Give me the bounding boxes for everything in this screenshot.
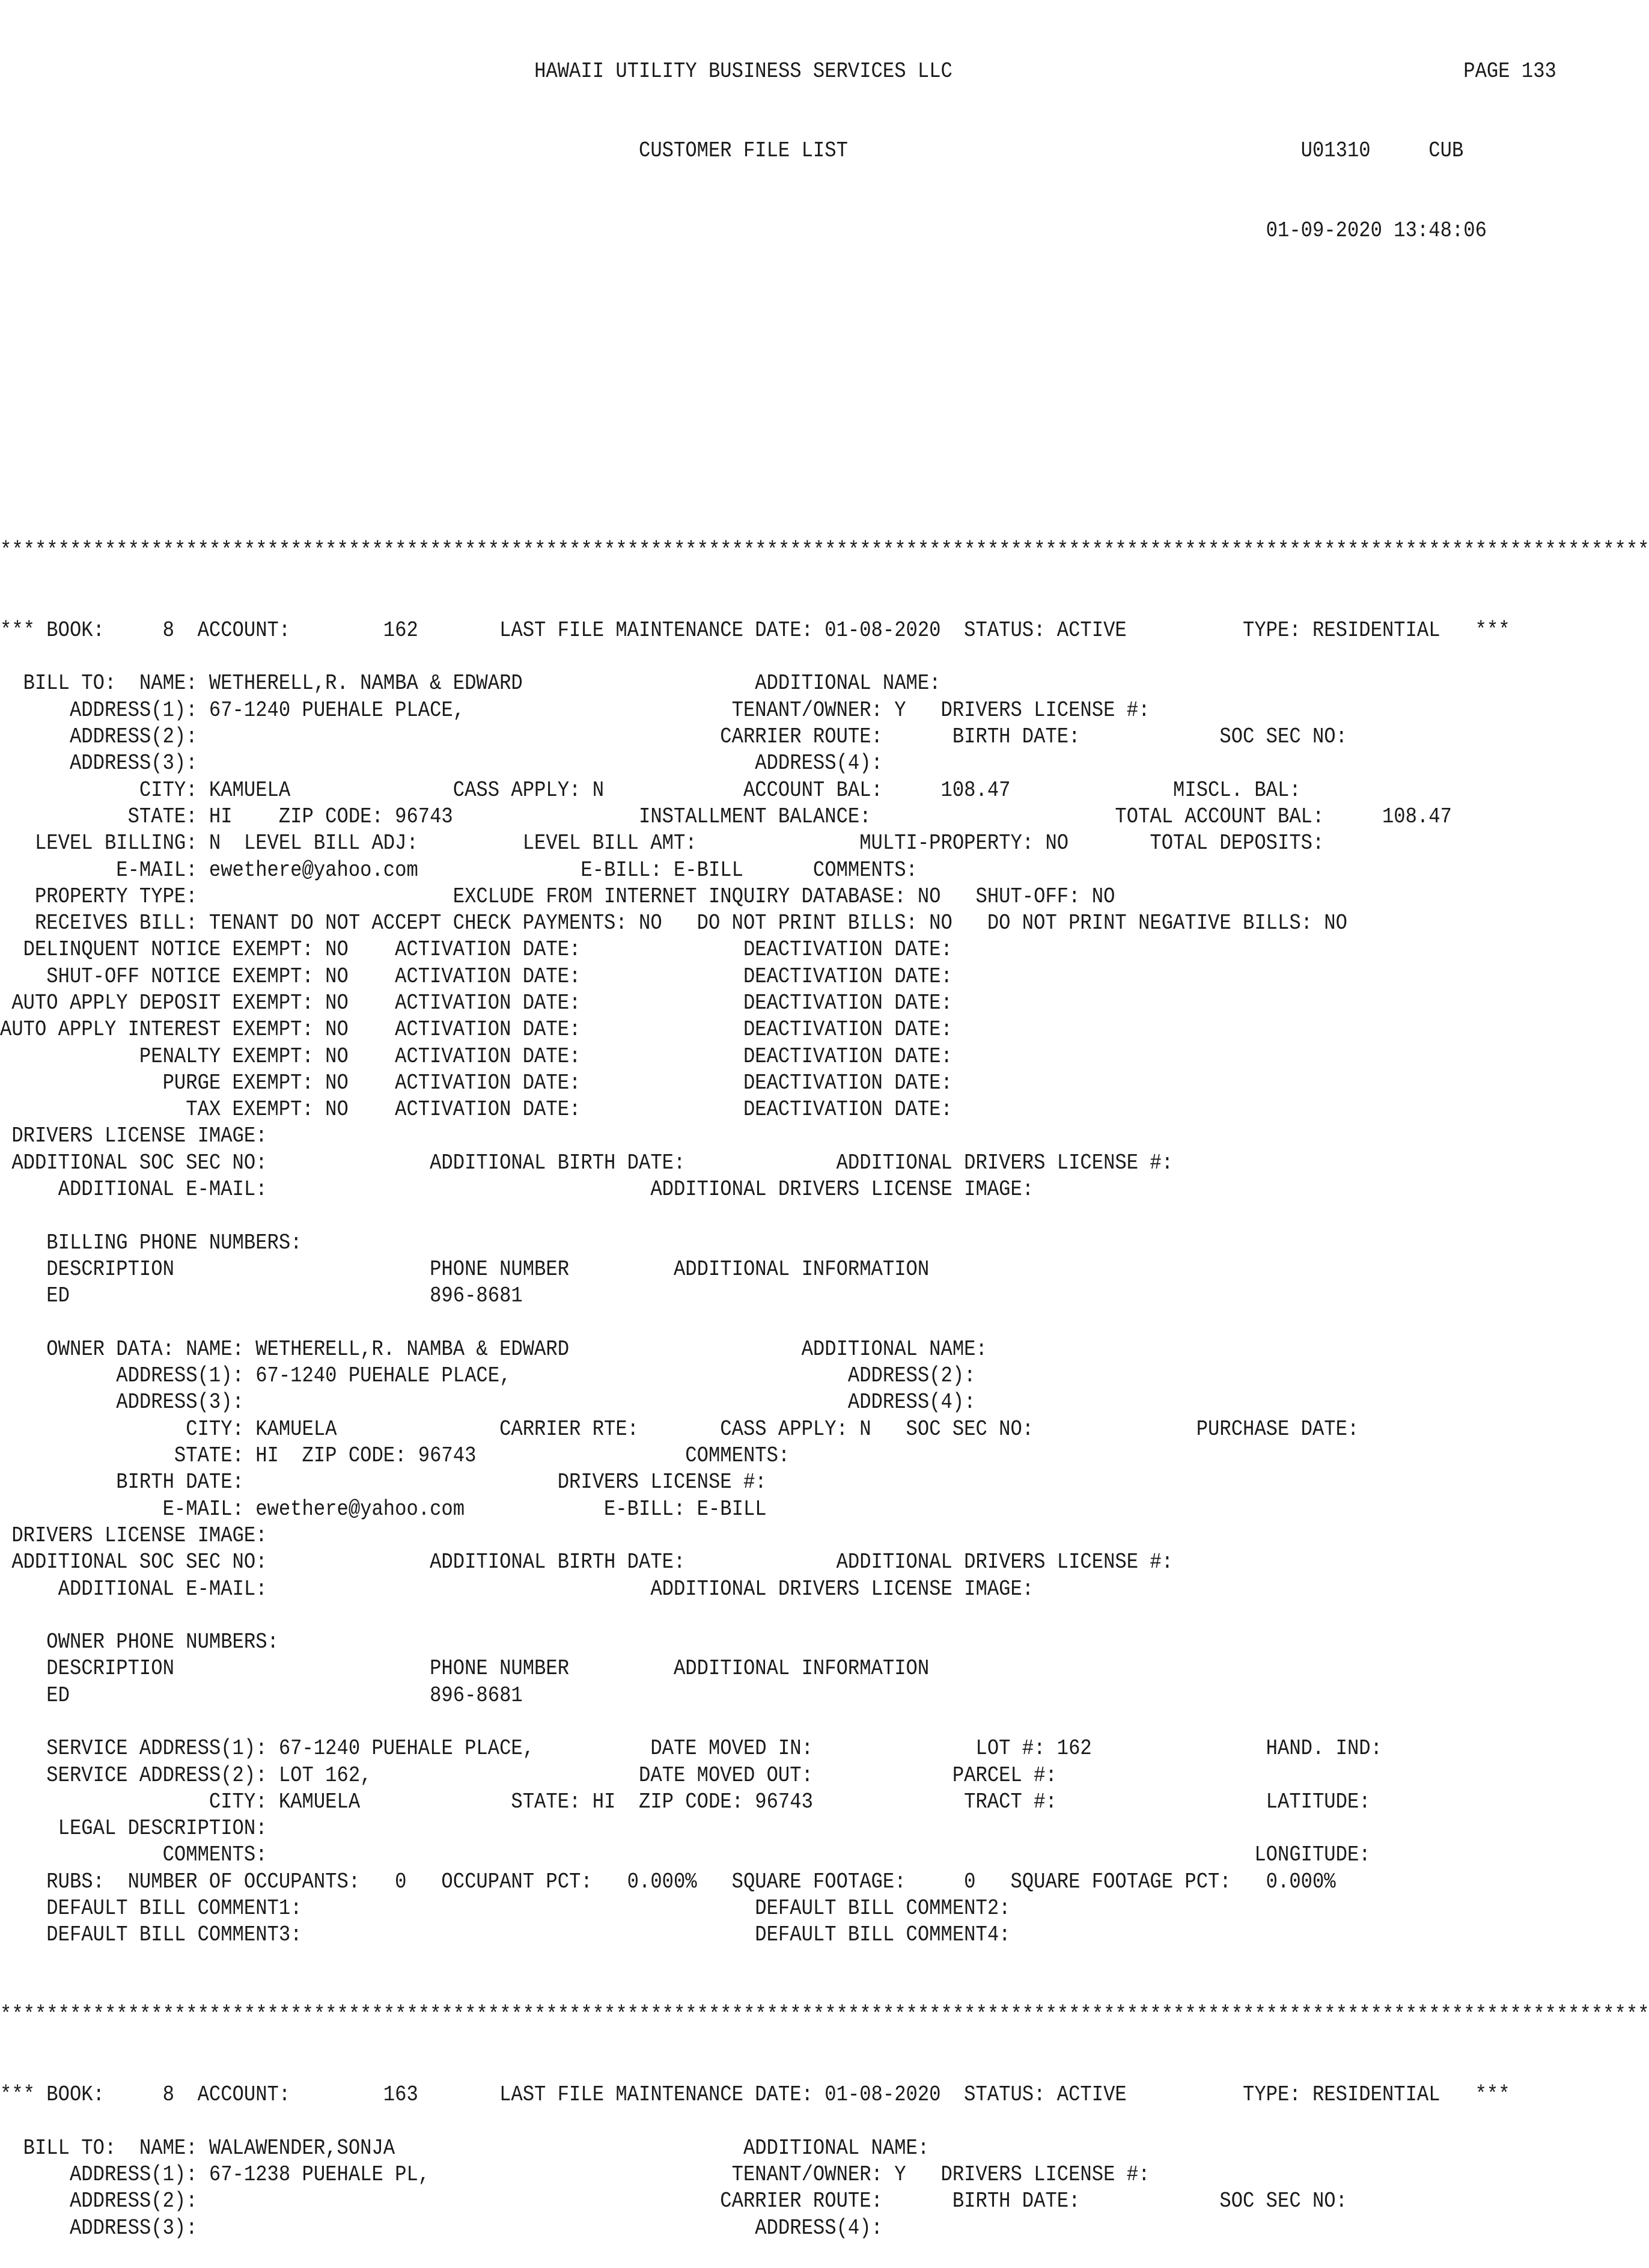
report-line: BIRTH DATE: DRIVERS LICENSE #: (0, 1470, 767, 1495)
report-header-line-3 (0, 218, 1649, 244)
report-header-line-1 (0, 58, 1649, 85)
report-line: CITY: KAMUELA STATE: HI ZIP CODE: 96743 TRACT #: LATITUDE: (0, 1789, 1371, 1814)
report-line: TAX EXEMPT: NO ACTIVATION DATE: DEACTIVATION DATE: (0, 1097, 953, 1122)
report-line: ADDRESS(1): 67-1240 PUEHALE PLACE, TENANT/OWNER: Y DRIVERS LICENSE #: (0, 697, 1150, 723)
report-line: ADDITIONAL E-MAIL: ADDITIONAL DRIVERS LICENSE IMAGE: (0, 1177, 1034, 1202)
report-title: CUSTOMER FILE LIST (639, 138, 848, 164)
app-code: CUB (1428, 138, 1464, 164)
blank-line (0, 1975, 1649, 2002)
blank-line (0, 1203, 1649, 1229)
report-line: ADDRESS(1): 67-1240 PUEHALE PLACE, ADDRESS(2): (0, 1363, 976, 1389)
report-line: DRIVERS LICENSE IMAGE: (0, 1523, 267, 1548)
report-line: SERVICE ADDRESS(1): 67-1240 PUEHALE PLACE, DATE MOVED IN: LOT #: 162 HAND. IND: (0, 1736, 1382, 1761)
report-line: ED 896-8681 (0, 1683, 523, 1708)
blank-line (0, 2108, 1649, 2135)
report-line: DELINQUENT NOTICE EXEMPT: NO ACTIVATION DATE: DEACTIVATION DATE: (0, 937, 953, 962)
report-header-line-2 (0, 138, 1649, 164)
report-line: BILL TO: NAME: WETHERELL,R. NAMBA & EDWARD ADDITIONAL NAME: (0, 671, 941, 696)
report-line: BILL TO: NAME: WALAWENDER,SONJA ADDITIONAL NAME: (0, 2135, 930, 2160)
blank-line (0, 644, 1649, 670)
report-line: RUBS: NUMBER OF OCCUPANTS: 0 OCCUPANT PCT: 0.000% SQUARE FOOTAGE: 0 SQUARE FOOTAGE PCT: 0.000% (0, 1869, 1336, 1894)
report-line: AUTO APPLY INTEREST EXEMPT: NO ACTIVATION DATE: DEACTIVATION DATE: (0, 1017, 953, 1042)
blank-line (0, 377, 1649, 404)
report-line: CITY: KAMUELA CASS APPLY: N ACCOUNT BAL: 108.47 MISCL. BAL: (0, 777, 1301, 802)
record-separator: ********************************************************************************************************************************************** (0, 2002, 1649, 2028)
blank-line (0, 298, 1649, 324)
header-spacer (953, 59, 1463, 84)
report-line: OWNER DATA: NAME: WETHERELL,R. NAMBA & EDWARD ADDITIONAL NAME: (0, 1336, 987, 1362)
blank-line (0, 457, 1649, 484)
report-line: ADDITIONAL SOC SEC NO: ADDITIONAL BIRTH DATE: ADDITIONAL DRIVERS LICENSE #: (0, 1550, 1174, 1575)
page-number: PAGE 133 (1463, 58, 1556, 84)
report-line: ADDITIONAL E-MAIL: ADDITIONAL DRIVERS LICENSE IMAGE: (0, 1576, 1034, 1601)
report-line: PURGE EXEMPT: NO ACTIVATION DATE: DEACTIVATION DATE: (0, 1070, 953, 1095)
blank-line (0, 591, 1649, 617)
report-line: BILLING PHONE NUMBERS: (0, 1230, 302, 1255)
report-line: *** BOOK: 8 ACCOUNT: 162 LAST FILE MAINTENANCE DATE: 01-08-2020 STATUS: ACTIVE TYPE: RESIDENTIAL *** (0, 617, 1510, 643)
report-line: ADDRESS(3): ADDRESS(4): (0, 1390, 976, 1415)
run-datetime: 01-09-2020 13:48:06 (1266, 218, 1487, 243)
report-line: AUTO APPLY DEPOSIT EXEMPT: NO ACTIVATION DATE: DEACTIVATION DATE: (0, 990, 953, 1015)
report-line: ADDRESS(2): CARRIER ROUTE: BIRTH DATE: SOC SEC NO: (0, 2189, 1347, 2214)
report-line: E-MAIL: ewethere@yahoo.com E-BILL: E-BILL (0, 1496, 767, 1521)
report-body (0, 537, 1649, 2242)
report-line: OWNER PHONE NUMBERS: (0, 1630, 279, 1655)
report-line: DEFAULT BILL COMMENT1: DEFAULT BILL COMMENT2: (0, 1896, 1011, 1921)
header-spacer (0, 138, 639, 163)
report-line: SHUT-OFF NOTICE EXEMPT: NO ACTIVATION DATE: DEACTIVATION DATE: (0, 964, 953, 989)
report-line: ADDRESS(3): ADDRESS(4): (0, 2215, 883, 2240)
blank-line (0, 1709, 1649, 1735)
report-line: ADDITIONAL SOC SEC NO: ADDITIONAL BIRTH DATE: ADDITIONAL DRIVERS LICENSE #: (0, 1150, 1174, 1175)
report-line: LEVEL BILLING: N LEVEL BILL ADJ: LEVEL BILL AMT: MULTI-PROPERTY: NO TOTAL DEPOSITS: (0, 831, 1324, 856)
header-spacer (0, 218, 1266, 243)
report-id: U01310 (1300, 138, 1371, 164)
header-spacer (848, 138, 1301, 163)
blank-line (0, 1603, 1649, 1629)
blank-line (0, 2029, 1649, 2055)
header-spacer (1371, 138, 1429, 163)
report-line: CITY: KAMUELA CARRIER RTE: CASS APPLY: N SOC SEC NO: PURCHASE DATE: (0, 1416, 1359, 1441)
company-name: HAWAII UTILITY BUSINESS SERVICES LLC (534, 58, 953, 84)
header-spacer (0, 59, 534, 84)
record-separator: ********************************************************************************************************************************************** (0, 537, 1649, 563)
report-line: DEFAULT BILL COMMENT3: DEFAULT BILL COMMENT4: (0, 1922, 1011, 1948)
report-line: STATE: HI ZIP CODE: 96743 COMMENTS: (0, 1443, 790, 1469)
blank-line (0, 564, 1649, 590)
report-line: DESCRIPTION PHONE NUMBER ADDITIONAL INFORMATION (0, 1256, 930, 1282)
report-line: ADDRESS(1): 67-1238 PUEHALE PL, TENANT/OWNER: Y DRIVERS LICENSE #: (0, 2162, 1150, 2187)
report-line: LEGAL DESCRIPTION: (0, 1816, 267, 1841)
blank-line (0, 2055, 1649, 2082)
blank-line (0, 1310, 1649, 1336)
report-line: DRIVERS LICENSE IMAGE: (0, 1123, 267, 1149)
report-line: ADDRESS(3): ADDRESS(4): (0, 751, 883, 776)
report-line: DESCRIPTION PHONE NUMBER ADDITIONAL INFORMATION (0, 1656, 930, 1681)
report-line: COMMENTS: LONGITUDE: (0, 1842, 1371, 1868)
report-line: PROPERTY TYPE: EXCLUDE FROM INTERNET INQUIRY DATABASE: NO SHUT-OFF: NO (0, 884, 1115, 909)
report-line: PENALTY EXEMPT: NO ACTIVATION DATE: DEACTIVATION DATE: (0, 1044, 953, 1069)
customer-file-list-report (0, 5, 1649, 2268)
report-line: STATE: HI ZIP CODE: 96743 INSTALLMENT BALANCE: TOTAL ACCOUNT BAL: 108.47 (0, 804, 1452, 829)
report-line: ADDRESS(2): CARRIER ROUTE: BIRTH DATE: SOC SEC NO: (0, 724, 1347, 750)
report-line: ED 896-8681 (0, 1283, 523, 1309)
blank-line (0, 1949, 1649, 1975)
report-line: *** BOOK: 8 ACCOUNT: 163 LAST FILE MAINTENANCE DATE: 01-08-2020 STATUS: ACTIVE TYPE: RESIDENTIAL *** (0, 2082, 1510, 2108)
report-line: RECEIVES BILL: TENANT DO NOT ACCEPT CHECK PAYMENTS: NO DO NOT PRINT BILLS: NO DO NOT PRINT NEGATIVE BILLS: NO (0, 911, 1347, 936)
report-line: SERVICE ADDRESS(2): LOT 162, DATE MOVED OUT: PARCEL #: (0, 1762, 1057, 1788)
report-line: E-MAIL: ewethere@yahoo.com E-BILL: E-BILL COMMENTS: (0, 857, 918, 882)
